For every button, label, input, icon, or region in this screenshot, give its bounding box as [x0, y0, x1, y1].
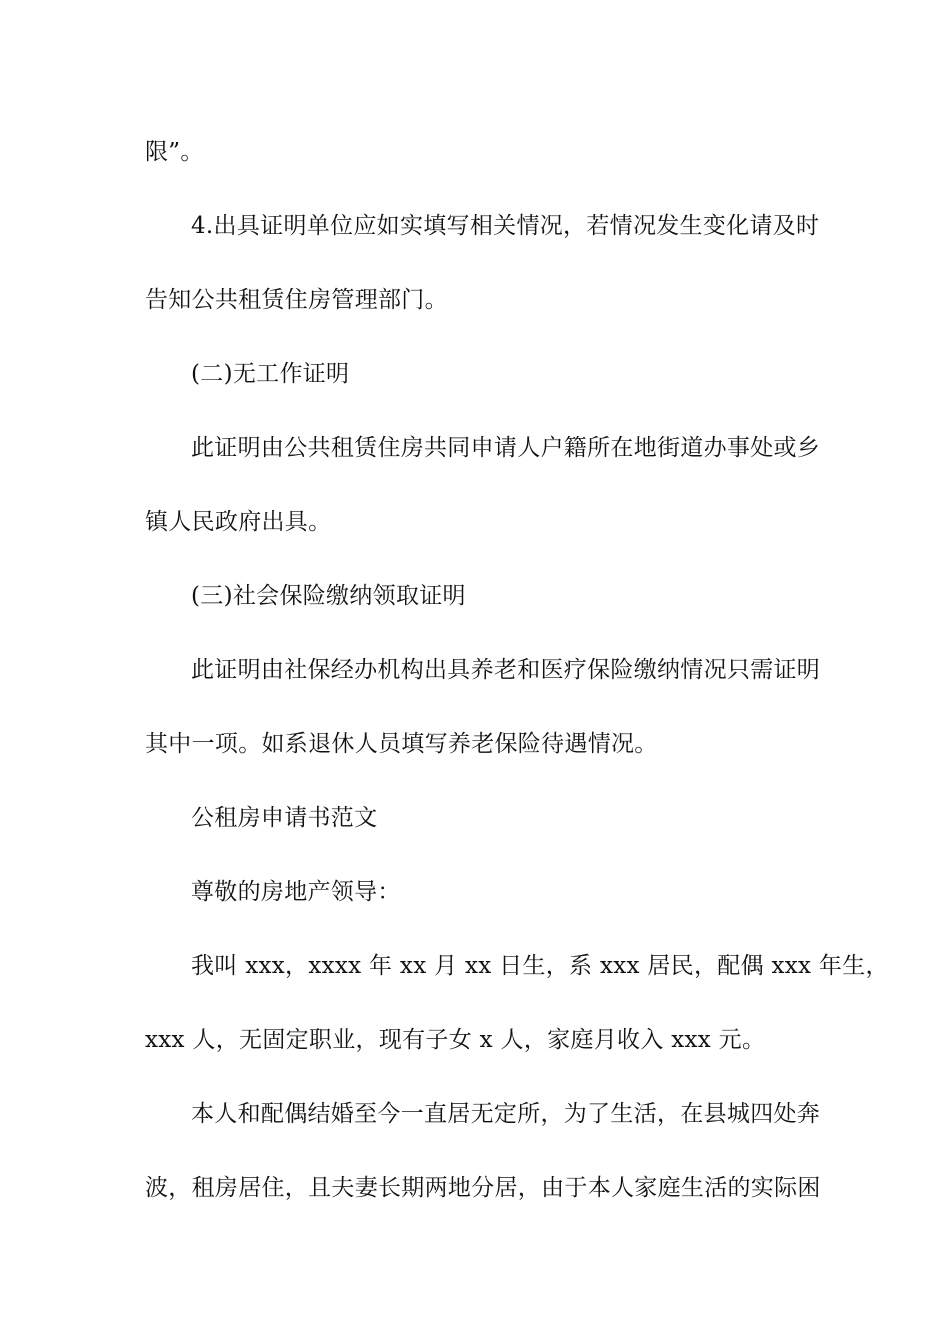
- section-title: 公租房申请书范文: [191, 805, 378, 831]
- text-line: 告知公共租赁住房管理部门。: [145, 287, 448, 313]
- text-line: 限”。: [145, 139, 204, 165]
- text-line: 4.出具证明单位应如实填写相关情况，若情况发生变化请及时: [191, 213, 820, 239]
- text-line: 其中一项。如系退休人员填写养老保险待遇情况。: [145, 731, 658, 757]
- text-line: xxx 人，无固定职业，现有子女 x 人，家庭月收入 xxx 元。: [145, 1027, 766, 1053]
- text-line: 本人和配偶结婚至今一直居无定所，为了生活，在县城四处奔: [191, 1101, 821, 1127]
- section-heading: (二)无工作证明: [191, 361, 350, 387]
- text-line: 镇人民政府出具。: [145, 509, 332, 535]
- salutation: 尊敬的房地产领导：: [191, 879, 401, 905]
- text-line: 波，租房居住，且夫妻长期两地分居，由于本人家庭生活的实际困: [145, 1175, 821, 1201]
- section-heading: (三)社会保险缴纳领取证明: [191, 583, 466, 609]
- text-line: 此证明由公共租赁住房共同申请人户籍所在地街道办事处或乡: [191, 435, 821, 461]
- text-line: 我叫 xxx，xxxx 年 xx 月 xx 日生，系 xxx 居民，配偶 xxx 年生，: [191, 953, 889, 979]
- text-line: 此证明由社保经办机构出具养老和医疗保险缴纳情况只需证明: [191, 657, 821, 683]
